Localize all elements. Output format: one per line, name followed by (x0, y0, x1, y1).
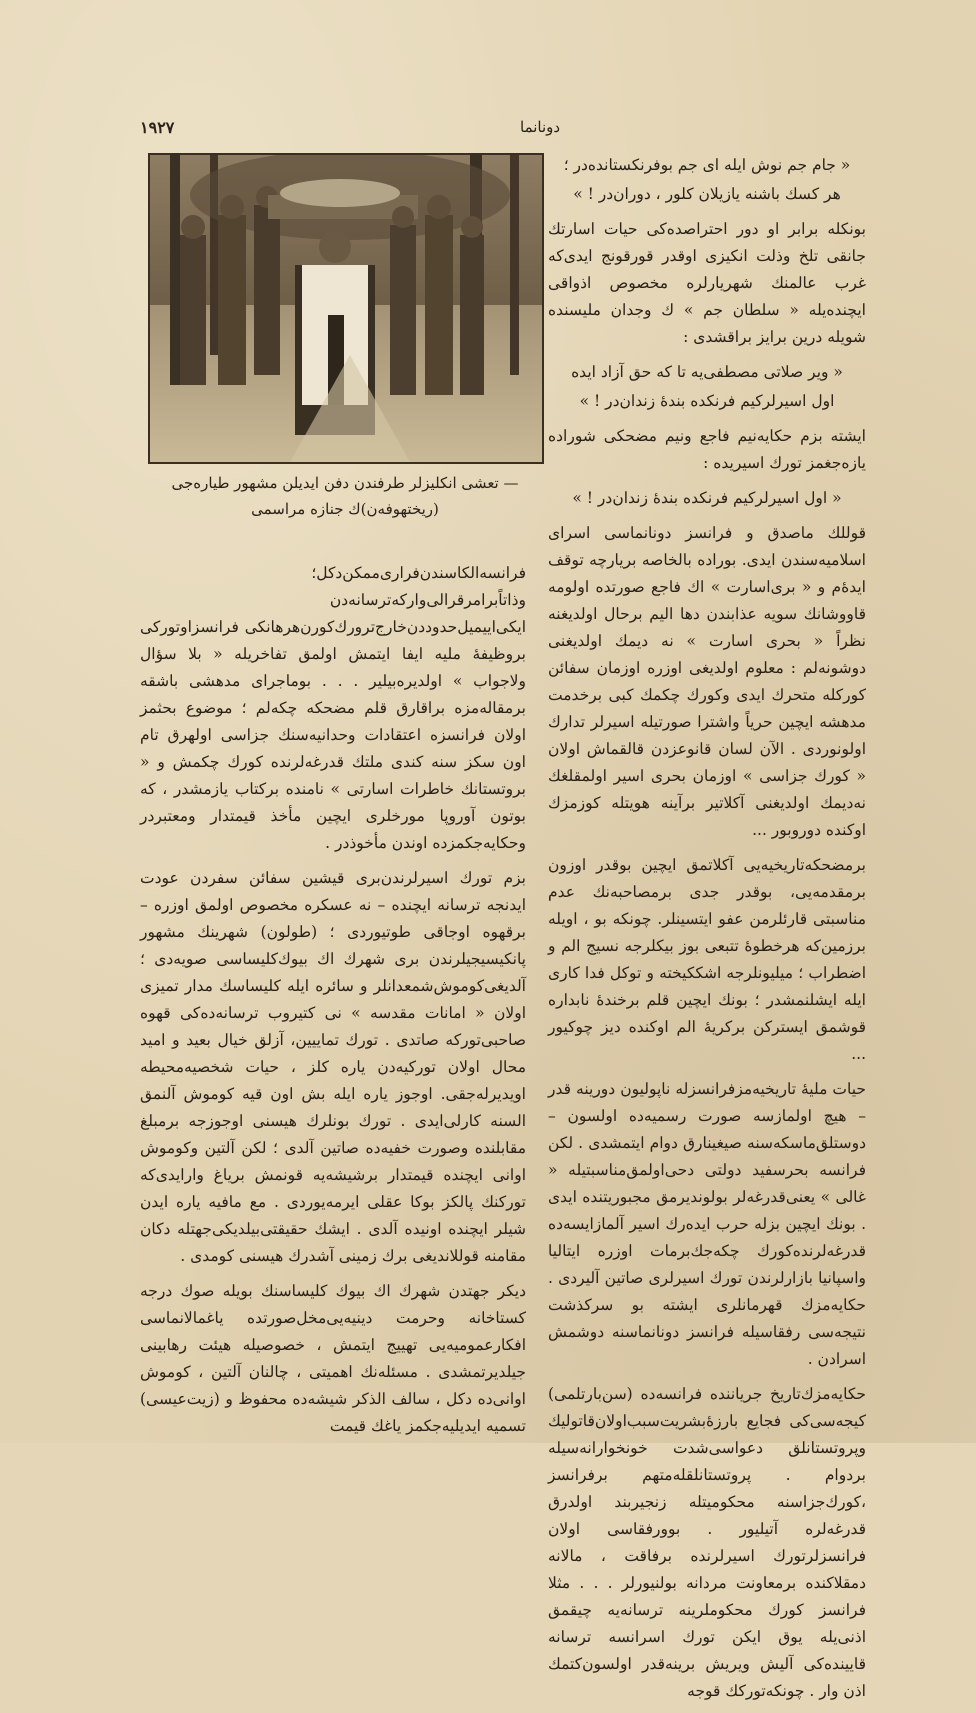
caption-line-1: — تعشی انکلیزلر طرفندن دفن ایدیلن مشهور طیاره‌جی (171, 474, 519, 492)
paragraph: قوللك ماصدق و فرانسز دونانماسی اسرای اسلامیه‌سندن ایدی. بوراده بالخاصه بریارچه توقف ایده‌ٔم و « بری‌اسارت » اك فاجع صورتده اولومه قاووشانك سویه عذابندن دها الیم برحال اولدیغنه نظراً « بحری اسارت » نه دیمك اولدیغنی دوشونه‌لم : معلوم اولدیغی اوزره اوزمان سفائن کوركله متحرك ایدی وکورك چکمك کبی برخدمت مدهشه ایچین حریاً واشترا صورتیله اسیرلر تدارك اولونوردی . الآن لسان قانوعزدن قالقماش اولان « کورك جزاسی » اوزمان بحری اسیر اولمقلغك نه‌دیمك اولدیغنی آکلاتیر برآینه هویتله کوزمزك اوکنده دوروبور ... (548, 524, 866, 839)
left-column (140, 560, 526, 1448)
verse-line: اول اسیرلرکیم فرنکده بنده‌ٔ زندان‌در ! » (579, 392, 835, 410)
photo-caption (170, 470, 520, 522)
funeral-photograph (148, 153, 544, 464)
page-number: ۱۹۲۷ (140, 118, 175, 137)
verse-line: « ویر صلاتی مصطفی‌یه تا که حق آزاد ایده (571, 363, 843, 381)
paragraph: برمضحکه‌تاریخیه‌یی آکلاتمق ایچین بوقدر اوزون برمقدمه‌یی، بوقدر جدی برمصاحبه‌نك عدم مناسبتی قارئلرمن عفو ایتسینلر. چونکه بو ، اویله برزمین‌که هرخطوه‌ٔ تتبعی بوز بیکلرجه نسیج الم و اضطراب ؛ میلیونلرجه اشککیخته و توکل فدا کاری ایله ایشلنمشدر ؛ بونك ایچین قلم برخندهٔ نابداره قوشمق ایسترکن برکریهٔ الم اوکنده دیز چوکیور ... (548, 856, 866, 1063)
paragraph: دیکر جهتدن شهرك اك بیوك کلیساسنك بویله صوك درجه کستاخانه وحرمت دینیه‌یی‌مخل‌صورتده یاغمالانماسی افکارعمومیه‌یی تهییج ایتمش ، خصوصیله هیئت رهابینی جیلدیرتمشدی . مسئله‌نك اهمیتی ، چالنان آلتین ، کوموش اوانی‌ده دکل ، سالف الذکر شیشه‌ده محفوظ و (زیت‌عیسی) تسمیه ایدیلیه‌جکمز یاغك قیمت (140, 1282, 526, 1435)
verse-line: « جام جم نوش ایله ای جم بوفرنکستانده‌در ؛ (563, 156, 851, 174)
page-header (140, 118, 840, 142)
paragraph: حکایه‌مزك‌تاریخ جریاننده فرانسه‌ده (سن‌بارتلمی) کیجه‌سی‌کی فجایع بارزۀبشریت‌سبب‌اولان‌قاتولیك وپروتستانلق دعواسی‌شدت خونخوارانه‌سیله بردوام . پروتستانلقله‌متهم برفرانسز ،کورك‌جزاسنه محکومیتله زنجیربند اولدرق قدرغه‌لره آتیلیور . بوورفقاسی اولان فرانسزلرتورك اسیرلرنده برفاقت ، مالانه دمقلا‌کنده برمعاونت مردانه بولنیورلر . . . مثلا فرانسز کورك محکوملرینه ترسانه‌یه چیقمق اذنی‌یله یوق ایکن تورك اسرانسه ترسانه قایینده‌کی آلیش ویریش برینه‌قدر اولسون‌کتمك اذن وار . چونکه‌تورکك قوجه (548, 1385, 866, 1700)
paragraph: بزم تورك اسیرلرندن‌بری قیشین سفائن سفردن عودت ایدنجه ترسانه ایچنده – نه عسکره مخصوص اولمق اوزره – برقهوه اوجاقی طوتیوردی ؛ (طولون) شهرینك مشهور پانکیسیجیلرندن بری شهرك اك بیوك‌کلیساسی صویه‌دی ؛ آلدیغی‌کوموش‌شمعدانلر و سائره‌ ایله کلیساسك مدار تمیزی اولان « امانات مقدسه » نی کتیروب ترسانه‌ده‌کی قهوه صاحبی‌تورکه صاتدی . تورك تماییین، آزلق خیال بعید و امید محال اولان تورکیه‌دن یاره کلز ، حیات شخصیه‌محیطه اویدیرله‌جقی. اوجوز یاره ایله بش‌ اون قیه کوموش آلنمق السنه کارلی‌ایدی . تورك بونلرك هیسنی اوجوزجه برمبلغ مقابلنده وصورت خفیه‌ده صاتین آلدی ؛ لکن آلتین وکوموش اوانی ایچنده قیمتدار برشیشه‌یه قونمش بریاغ وارایدی‌که تورکنك پالکز بوکا عقلی ایرمه‌یوردی . مع مافیه یاره ایدن شیلر ایچنده اونیده آلدی . ایشك حقیقتی‌بیلدیکی‌جهتله دکان مقامنه قوللاندیغی برك زمینی آشدرك هیسنی کومدی . (140, 869, 526, 1265)
magazine-name: دونانما (520, 118, 561, 136)
right-column (548, 152, 866, 1713)
paragraph: حیات ملیهٔ تاریخیه‌مزفرانسزله ناپولیون دورینه قدر – هیچ اولمازسه صورت رسمیه‌ده اولسون – دوستلق‌ماسکه‌سنه صیغینارق دوام ایتمشدی . لکن فرانسه بحرسفید دولتی دحی‌اولمق‌مناسبتیله « غالی » یعنی‌قدرغه‌لر بولوندیرمق مجبوریتنده ایدی . بونك ایچین بزله حرب ایده‌رك اسیر آلمازایسه‌ده قدرغه‌لرنده‌کورك چکه‌جك‌برمات اوزره ایتالیا واسپانیا بازارلرندن تورك اسیرلری صاتین آلیردی . حکایه‌مزك قهرمانلری ایشته بو سرکذشت نتیجه‌سی رفقاسیله فرانسز دونانماسنه دوشمش اسرادن . (548, 1080, 866, 1368)
verse-line: « اول اسیرلرکیم فرنکده بنده‌ٔ زندان‌در ! » (572, 489, 842, 507)
funeral-photograph-image (150, 155, 542, 462)
paragraph: فرانسه‌الکاسندن‌فراری‌ممکن‌دکل؛ وذاتاً‌برامرقرالی‌وارکه‌ترسانه‌دن ایکی‌اییمیل‌حدوددن‌خارج‌ترورك‌کورن‌هرهانکی فرانسزاوتورکی بروظیفهٔ ملیه ایفا ایتمش اولمق تفاخریله « بلا سؤال ولاجواب » اولدیره‌بیلیر . . . بوماجرای مدهشی باشقه برمقاله‌مزه براقارق قلم مضحکه چکه‌لم ؛ موضوع بحثمز اولان فرانسزه اعتقادات وحدانیه‌سنك جزاسی اولهرق تام اون‌ سکز سنه کندی ملتك قدرغه‌لرنده کورك چکمش و « بروتستانك خاطرات اسارتی » نامنده برکتاب یازمشدر ، که بوتون آوروپا مورخلری ایچین مأخذ قیمتدار ومعتبردر وحکایه‌جکمزده اوندن مأخوذدر . (140, 564, 526, 852)
caption-line-2: (ریختهوفه‌ن)ك جنازه مراسمی (251, 500, 439, 518)
verse-line: هر کسك باشنه یازیلان کلور ، دوران‌در ! » (573, 185, 841, 203)
paragraph: بونکله برابر او دور احتراصده‌کی حیات اسارتك جانقی تلخ وذلت انکیزی اوقدر قورقونج ایدی‌که غرب عالمنك شهریارلره مخصوص اذواقی ایچنده‌یله « سلطان جم » ك وجدان ملیسنده شویله درین برایز براقشدی : (548, 220, 866, 346)
paragraph: ایشته بزم حکایه‌نیم فاجع ونیم مضحکی شوراده یازه‌جغمز تورك اسیریده : (548, 427, 866, 472)
